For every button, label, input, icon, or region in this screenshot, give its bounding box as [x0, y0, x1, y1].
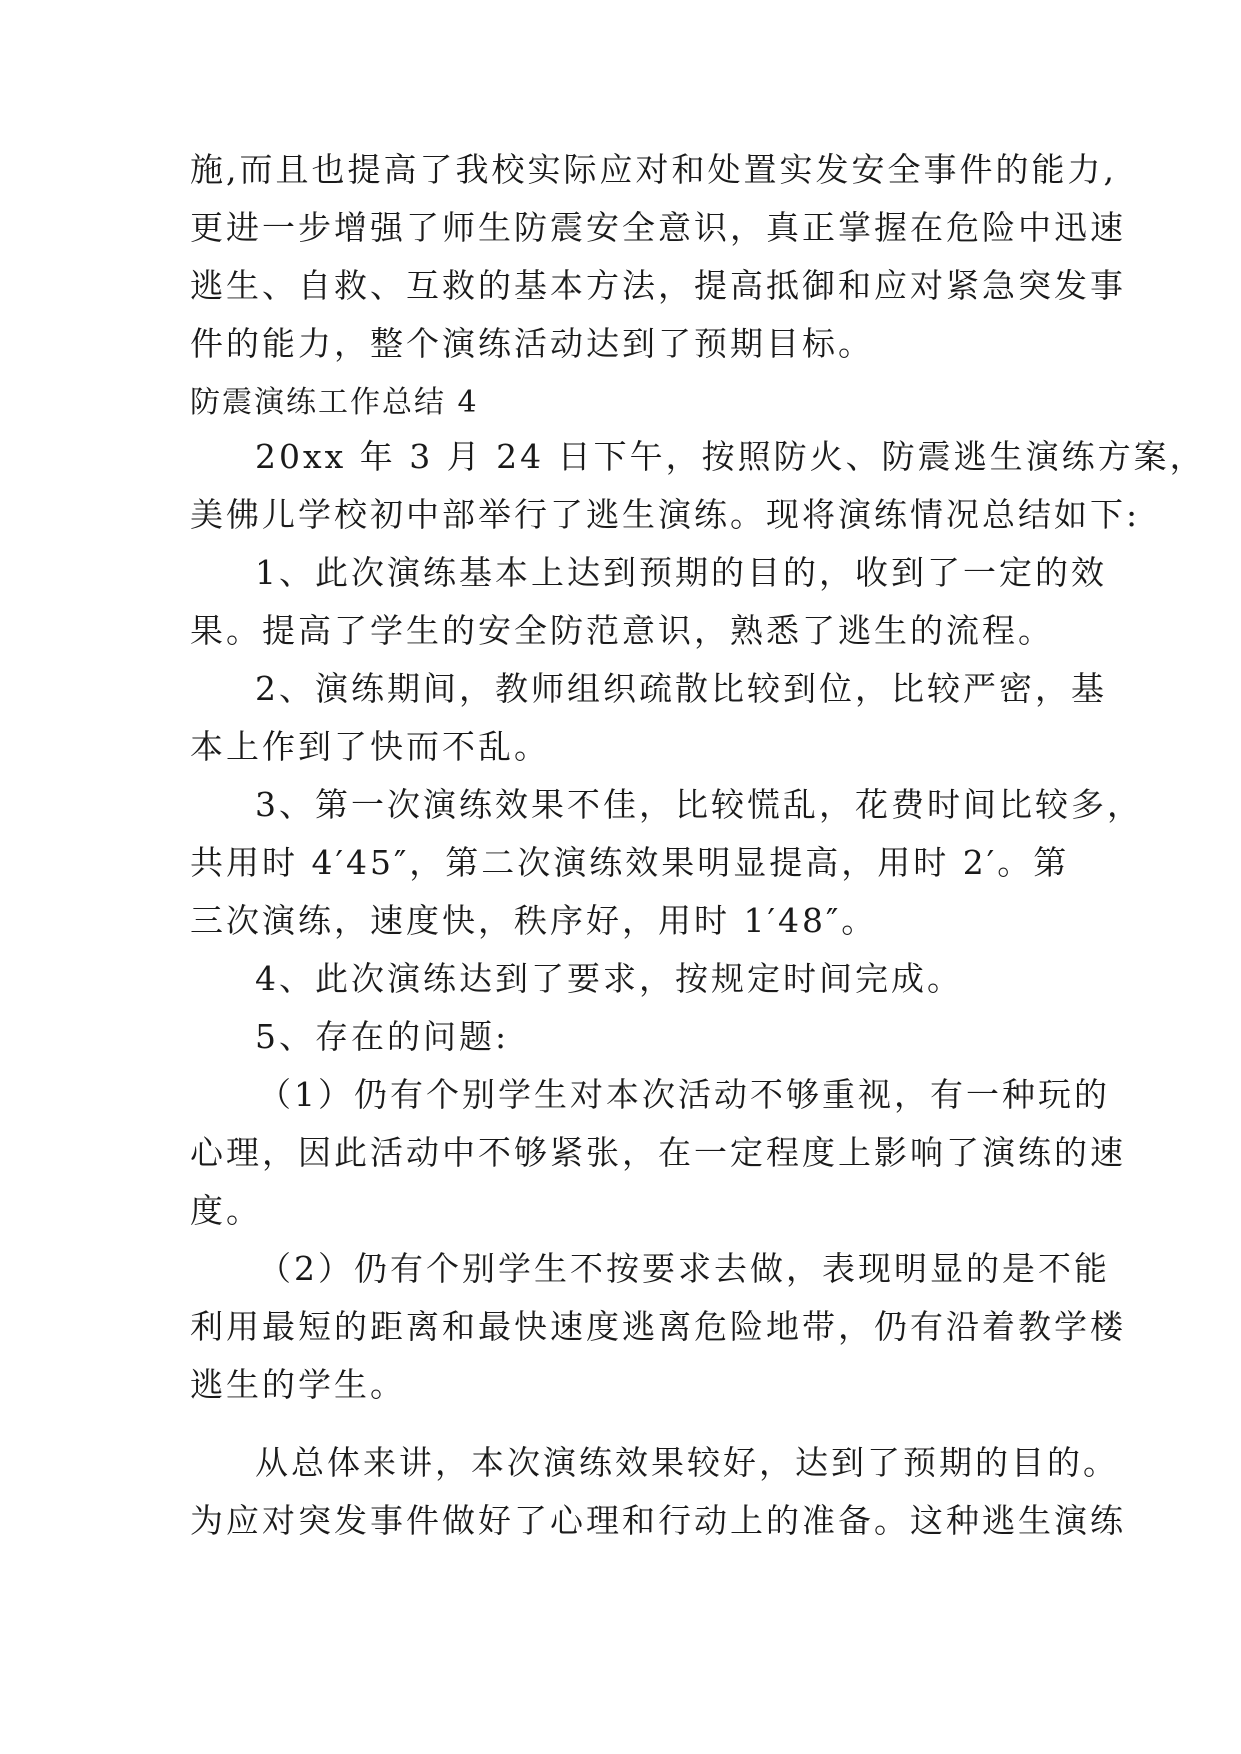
text-line: 度。	[190, 1191, 262, 1230]
text-line: 果。提高了学生的安全防范意识，熟悉了逃生的流程。	[190, 611, 1054, 650]
text-line: 逃生的学生。	[190, 1365, 406, 1404]
text-line: 利用最短的距离和最快速度逃离危险地带，仍有沿着教学楼	[190, 1307, 1126, 1346]
text-line: 逃生、自救、互救的基本方法，提高抵御和应对紧急突发事	[190, 266, 1126, 305]
text-line: 4、此次演练达到了要求，按规定时间完成。	[255, 959, 963, 998]
text-line: 从总体来讲，本次演练效果较好，达到了预期的目的。	[255, 1443, 1119, 1482]
text-line: 3、第一次演练效果不佳，比较慌乱，花费时间比较多，	[255, 785, 1143, 824]
text-line: 施,而且也提高了我校实际应对和处置实发安全事件的能力,	[190, 150, 1117, 189]
text-line: 件的能力，整个演练活动达到了预期目标。	[190, 324, 874, 363]
text-line: 美佛儿学校初中部举行了逃生演练。现将演练情况总结如下:	[190, 495, 1141, 534]
text-line: 20xx 年 3 月 24 日下午，按照防火、防震逃生演练方案，	[255, 437, 1206, 476]
section-title: 防震演练工作总结 4	[190, 385, 479, 420]
text-line: （2）仍有个别学生不按要求去做，表现明显的是不能	[258, 1249, 1110, 1288]
text-line: 1、此次演练基本上达到预期的目的，收到了一定的效	[255, 553, 1107, 592]
text-line: 心理，因此活动中不够紧张，在一定程度上影响了演练的速	[190, 1133, 1126, 1172]
text-line: 为应对突发事件做好了心理和行动上的准备。这种逃生演练	[190, 1501, 1126, 1540]
text-line: 2、演练期间，教师组织疏散比较到位，比较严密，基	[255, 669, 1107, 708]
text-line: 5、存在的问题:	[255, 1017, 510, 1056]
text-line: 更进一步增强了师生防震安全意识，真正掌握在危险中迅速	[190, 208, 1126, 247]
text-line: 共用时 4′45″，第二次演练效果明显提高，用时 2′。第	[190, 843, 1070, 882]
text-line: 本上作到了快而不乱。	[190, 727, 550, 766]
text-line: 三次演练，速度快，秩序好，用时 1′48″。	[190, 901, 878, 940]
text-line: （1）仍有个别学生对本次活动不够重视，有一种玩的	[258, 1075, 1110, 1114]
